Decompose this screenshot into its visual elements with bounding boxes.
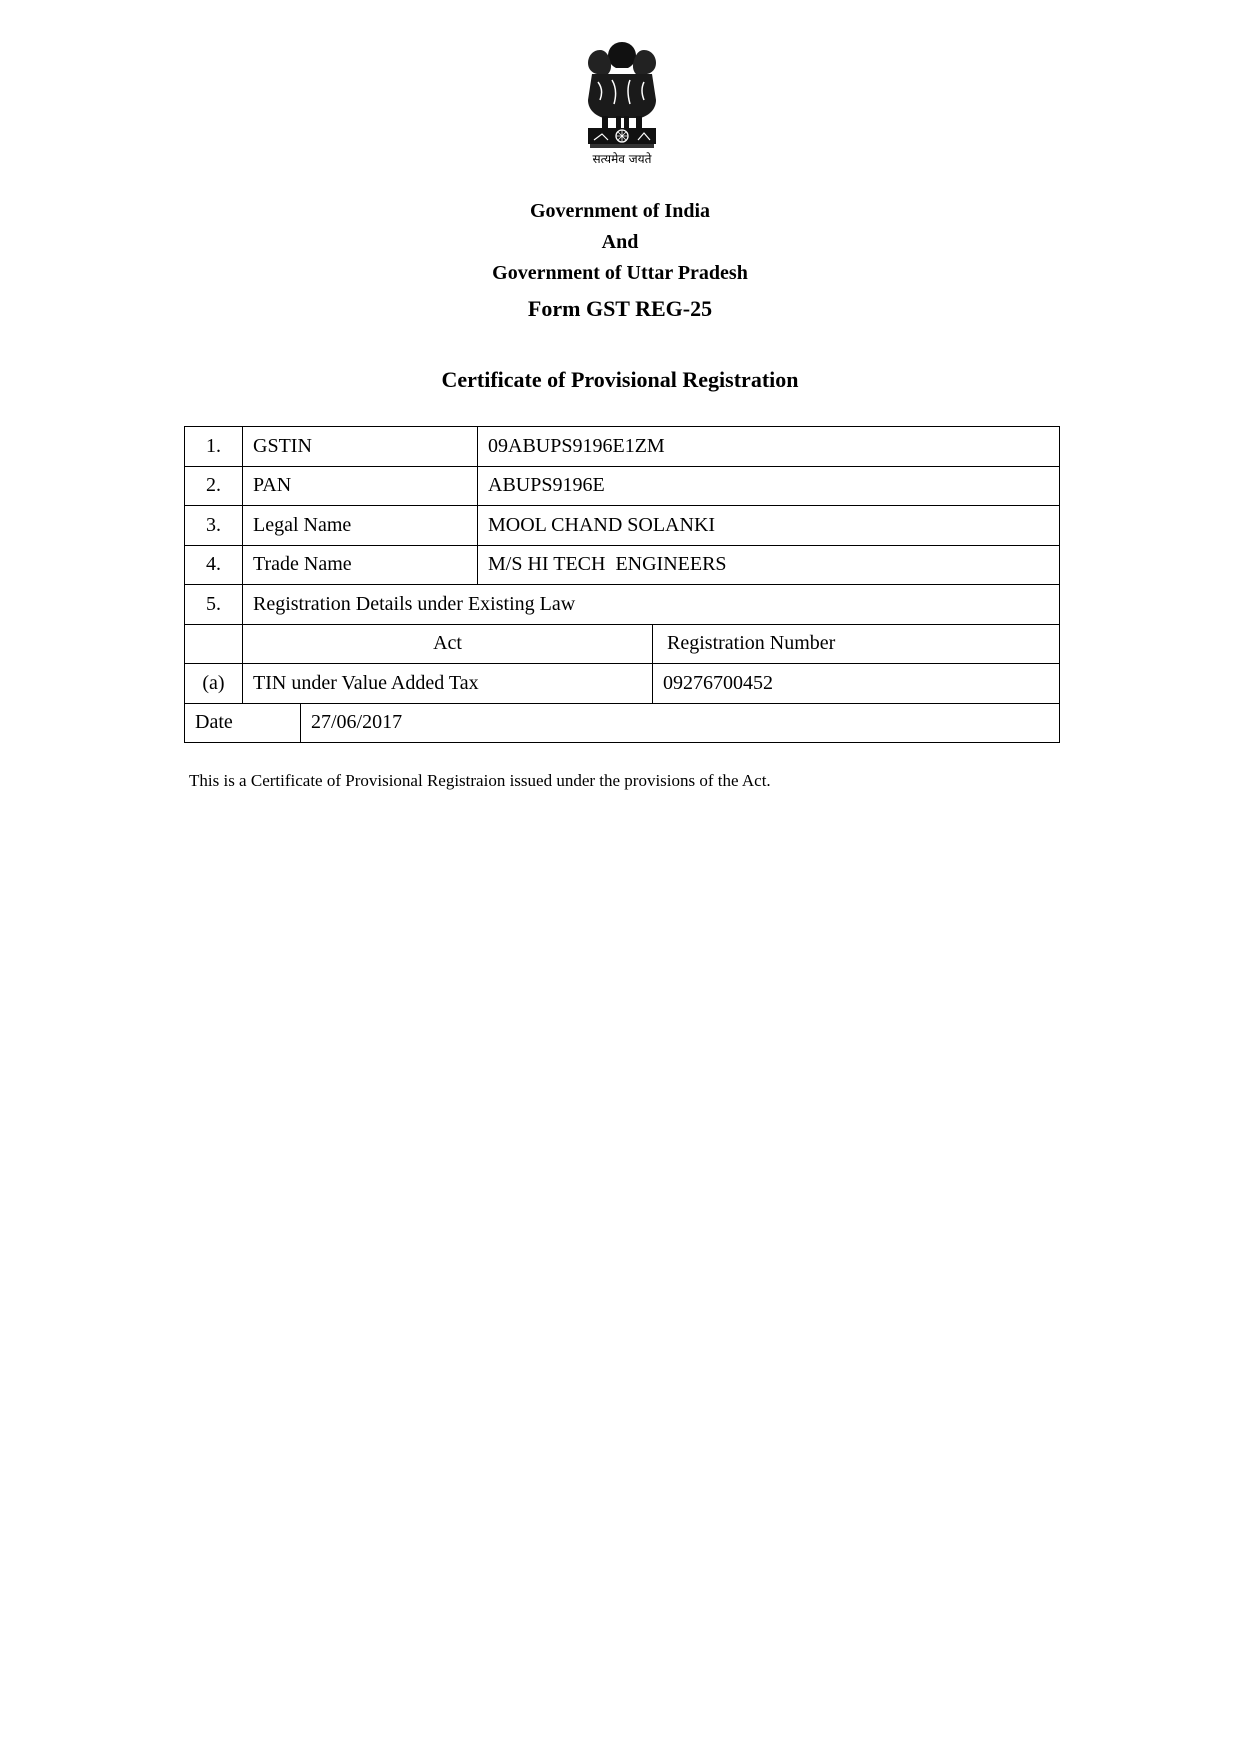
column-header-act: Act	[243, 624, 653, 664]
empty-cell	[185, 624, 243, 664]
table-row	[185, 466, 1060, 506]
table-row	[185, 585, 1060, 625]
form-number: Form GST REG-25	[527, 296, 713, 321]
field-label-trade-name: Trade Name	[243, 545, 478, 585]
table-row	[185, 545, 1060, 585]
row-number: 2.	[185, 466, 243, 506]
field-label-gstin: GSTIN	[243, 427, 478, 467]
heading-state-government: Government of Uttar Pradesh	[492, 262, 748, 284]
field-value-pan: ABUPS9196E	[478, 466, 1060, 506]
table-row	[185, 506, 1060, 546]
heading-and: And	[601, 231, 639, 253]
national-emblem-icon	[578, 38, 666, 168]
section-label-existing-law: Registration Details under Existing Law	[243, 585, 1060, 625]
field-label-pan: PAN	[243, 466, 478, 506]
registration-table	[184, 426, 1060, 743]
field-value-gstin: 09ABUPS9196E1ZM	[478, 427, 1060, 467]
heading-government-of-india: Government of India	[530, 200, 710, 222]
row-number: 3.	[185, 506, 243, 546]
column-header-registration-number: Registration Number	[653, 624, 1060, 664]
table-row	[185, 624, 1060, 664]
row-number: 5.	[185, 585, 243, 625]
table-row	[185, 664, 1060, 704]
field-label-legal-name: Legal Name	[243, 506, 478, 546]
row-number: 4.	[185, 545, 243, 585]
table-row	[185, 703, 1060, 743]
date-label: Date	[185, 703, 301, 743]
date-value: 27/06/2017	[301, 703, 1060, 743]
item-number: (a)	[185, 664, 243, 704]
row-number: 1.	[185, 427, 243, 467]
certificate-note: This is a Certificate of Provisional Registraion issued under the provisions of the Act.	[189, 771, 771, 790]
registration-number-value: 09276700452	[653, 664, 1060, 704]
field-value-legal-name: MOOL CHAND SOLANKI	[478, 506, 1060, 546]
certificate-title: Certificate of Provisional Registration	[441, 367, 799, 392]
emblem-motto: सत्यमेव जयते	[592, 152, 652, 166]
table-row	[185, 427, 1060, 467]
act-value: TIN under Value Added Tax	[243, 664, 653, 704]
field-value-trade-name: M/S HI TECH ENGINEERS	[478, 545, 1060, 585]
